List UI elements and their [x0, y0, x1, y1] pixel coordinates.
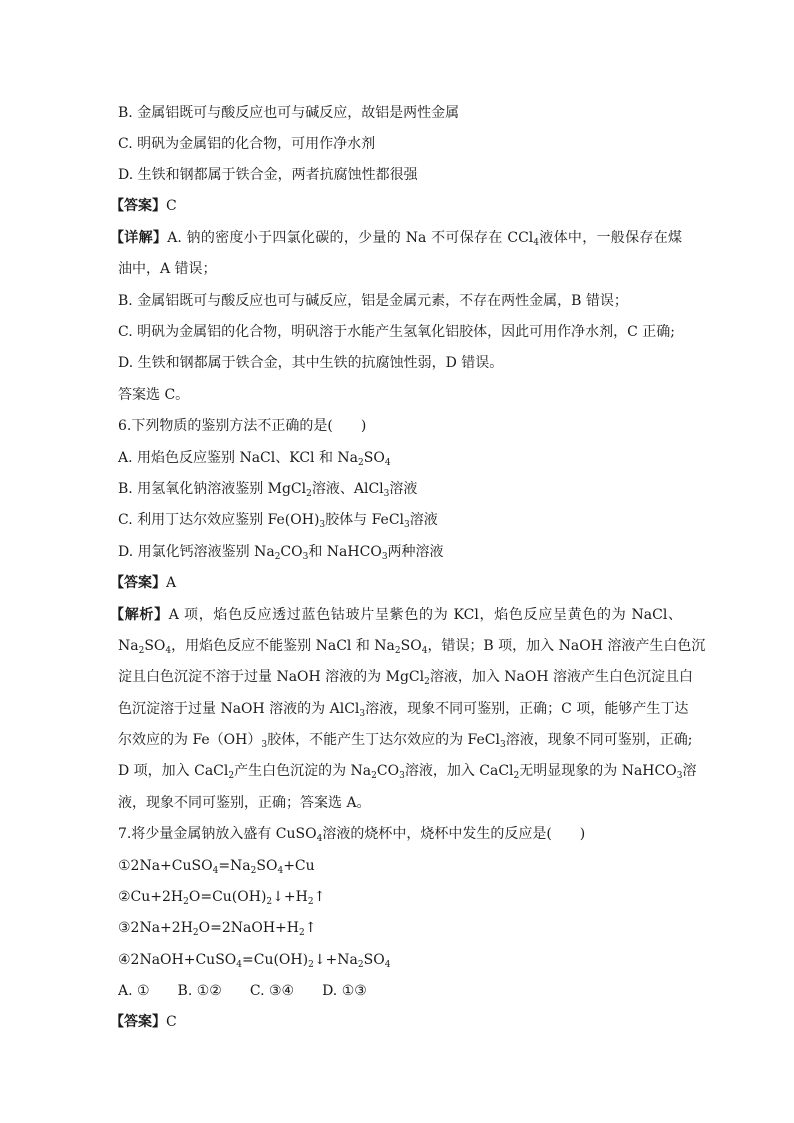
text: A. 钠的密度小于四氯化碳的，少量的 Na 不可保存在 CCl — [167, 230, 534, 246]
q6-option-c — [118, 511, 678, 529]
q6-answer — [110, 574, 670, 592]
text: ④2NaOH+CuSO — [118, 952, 237, 968]
text: 尔效应的为 Fe（OH） — [118, 732, 262, 748]
text: SO — [400, 638, 422, 654]
subscript: 2 — [266, 897, 273, 907]
text: ①2Na+CuSO — [118, 858, 213, 874]
text: ↑ — [313, 889, 326, 905]
q6-analysis-line-5 — [118, 731, 693, 750]
q6-option-d — [118, 543, 678, 561]
text: ，用焰色反应不能鉴别 NaCl 和 Na — [171, 638, 395, 654]
subscript: 4 — [236, 960, 243, 970]
text: 溶液，加入 NaOH 溶液产生白色沉淀且白 — [429, 669, 694, 685]
text: 溶液 — [389, 481, 418, 497]
text: 两种溶液 — [387, 544, 444, 560]
q7-answer — [110, 1013, 670, 1031]
subscript: 4 — [316, 834, 323, 844]
text: D 项，加入 CaCl — [118, 763, 229, 779]
text: 溶液，加入 CaCl — [404, 763, 514, 779]
subscript: 2 — [306, 489, 312, 499]
text: ②Cu+2H — [118, 889, 184, 905]
text: D. 用氯化钙溶液鉴别 Na — [118, 544, 275, 560]
q6-analysis-line-3 — [118, 668, 694, 687]
text: 胶体与 FeCl — [325, 512, 405, 528]
q5-option-d: D. 生铁和钢都属于铁合金，两者抗腐蚀性都很强 — [118, 167, 418, 183]
text: ↑ — [304, 920, 317, 936]
subscript: 2 — [138, 646, 145, 656]
subscript: 3 — [399, 771, 405, 781]
q6-option-b — [118, 480, 678, 498]
text: CO — [280, 544, 303, 560]
subscript: 2 — [250, 866, 257, 876]
text: 淀且白色沉淀不溶于过量 NaOH 溶液的为 MgCl — [118, 669, 425, 685]
q5-detail-line-1 — [110, 229, 682, 247]
subscript: 4 — [421, 646, 428, 656]
text: 无明显现象的为 NaHCO — [519, 763, 677, 779]
subscript: 2 — [183, 897, 189, 907]
q6-analysis-line-7: 液，现象不同可鉴别，正确；答案选 A。 — [118, 795, 371, 811]
text: ③2Na+2H — [118, 920, 193, 936]
answer-tag: 【答案】 — [110, 575, 166, 591]
text: 溶液、AlCl — [311, 481, 384, 497]
q6-analysis-line-2 — [118, 637, 706, 656]
text: 溶液的烧杯中，烧杯中发生的反应是( ) — [322, 826, 586, 842]
q6-stem: 6.下列物质的鉴别方法不正确的是( ) — [118, 418, 367, 434]
text: C. 利用丁达尔效应鉴别 Fe(OH) — [118, 512, 320, 528]
subscript: 3 — [261, 740, 268, 750]
subscript: 2 — [357, 960, 364, 970]
text: 溶 — [682, 763, 697, 779]
text: 色沉淀溶于过量 NaOH 溶液的为 AlCl — [118, 701, 360, 717]
subscript: 3 — [302, 552, 309, 562]
text: 溶液，现象不同可鉴别，正确；C 项，能够产生丁达 — [365, 701, 689, 717]
subscript: 2 — [307, 897, 314, 907]
answer-tag: 【答案】 — [110, 1014, 166, 1030]
subscript: 3 — [383, 489, 390, 499]
subscript: 3 — [381, 552, 388, 562]
subscript: 2 — [424, 677, 430, 687]
answer-tag: 【答案】 — [110, 198, 166, 214]
text: ，错误；B 项，加入 NaOH 溶液产生白色沉 — [427, 638, 706, 654]
text: O=Cu(OH) — [188, 889, 267, 905]
text: SO — [363, 450, 385, 466]
q5-conclusion: 答案选 C。 — [118, 387, 190, 403]
q7-reaction-1 — [118, 857, 678, 875]
text: SO — [363, 952, 385, 968]
subscript: 4 — [212, 866, 219, 876]
text: Na — [118, 638, 139, 654]
text: A 项，焰色反应透过蓝色钴玻片呈紫色的为 KCl，焰色反应呈黄色的为 NaCl、 — [168, 607, 682, 623]
subscript: 4 — [277, 866, 284, 876]
subscript: 2 — [394, 646, 401, 656]
text: B. 用氢氧化钠溶液鉴别 MgCl — [118, 481, 307, 497]
q5-option-c: C. 明矾为金属铝的化合物，可用作净水剂 — [118, 136, 376, 152]
q7-reaction-4 — [118, 951, 678, 969]
text: SO — [144, 638, 166, 654]
subscript: 2 — [358, 458, 364, 468]
subscript: 4 — [533, 238, 539, 248]
text: +Cu — [283, 858, 315, 874]
text: CO — [376, 763, 400, 779]
subscript: 2 — [274, 552, 281, 562]
q7-reaction-3 — [118, 919, 678, 937]
text: 溶液，现象不同可鉴别，正确; — [505, 732, 693, 748]
subscript: 4 — [384, 960, 391, 970]
subscript: 3 — [499, 740, 506, 750]
subscript: 3 — [676, 771, 683, 781]
q7-options: A. ① B. ①② C. ③④ D. ①③ — [118, 983, 367, 999]
subscript: 2 — [298, 928, 305, 938]
subscript: 3 — [319, 520, 326, 530]
text: 溶液 — [409, 512, 438, 528]
q7-stem — [118, 825, 678, 843]
q5-detail-line-2: 油中，A 错误； — [118, 261, 217, 277]
subscript: 2 — [371, 771, 377, 781]
q6-analysis-line-1 — [110, 606, 682, 624]
q6-analysis-line-4 — [118, 700, 689, 719]
q5-answer — [110, 197, 670, 215]
subscript: 3 — [404, 520, 410, 530]
answer-value: C — [166, 1014, 177, 1030]
text: A. 用焰色反应鉴别 NaCl、KCl 和 Na — [118, 450, 359, 466]
text: 产生白色沉淀的为 Na — [234, 763, 372, 779]
q5-detail-line-5: D. 生铁和钢都属于铁合金，其中生铁的抗腐蚀性弱，D 错误。 — [118, 355, 504, 371]
q5-detail-line-4: C. 明矾为金属铝的化合物，明矾溶于水能产生氢氧化铝胶体，因此可用作净水剂，C 正确; — [118, 324, 675, 340]
text: ↓+Na — [313, 952, 358, 968]
text: O=2NaOH+H — [198, 920, 299, 936]
text: SO — [256, 858, 278, 874]
q7-reaction-2 — [118, 888, 678, 906]
detail-tag: 【详解】 — [110, 230, 168, 246]
text: =Cu(OH) — [242, 952, 309, 968]
text: 胶体，不能产生丁达尔效应的为 FeCl — [267, 732, 500, 748]
subscript: 4 — [384, 458, 391, 468]
subscript: 2 — [228, 771, 235, 781]
subscript: 2 — [308, 960, 314, 970]
subscript: 4 — [165, 646, 172, 656]
answer-value: C — [166, 198, 177, 214]
analysis-tag: 【解析】 — [110, 607, 169, 623]
q5-option-b: B. 金属铝既可与酸反应也可与碱反应，故铝是两性金属 — [118, 105, 460, 121]
text: 和 NaHCO — [308, 544, 382, 560]
q6-option-a — [118, 449, 678, 467]
text: 7.将少量金属钠放入盛有 CuSO — [118, 826, 317, 842]
text: ↓+H — [272, 889, 308, 905]
text: 液体中，一般保存在煤 — [539, 230, 683, 246]
answer-value: A — [166, 575, 177, 591]
subscript: 2 — [513, 771, 520, 781]
text: =Na — [218, 858, 251, 874]
subscript: 2 — [192, 928, 199, 938]
subscript: 3 — [359, 709, 366, 719]
q5-detail-line-3: B. 金属铝既可与酸反应也可与碱反应，铝是金属元素，不存在两性金属，B 错误； — [118, 293, 628, 309]
q6-analysis-line-6 — [118, 762, 697, 781]
